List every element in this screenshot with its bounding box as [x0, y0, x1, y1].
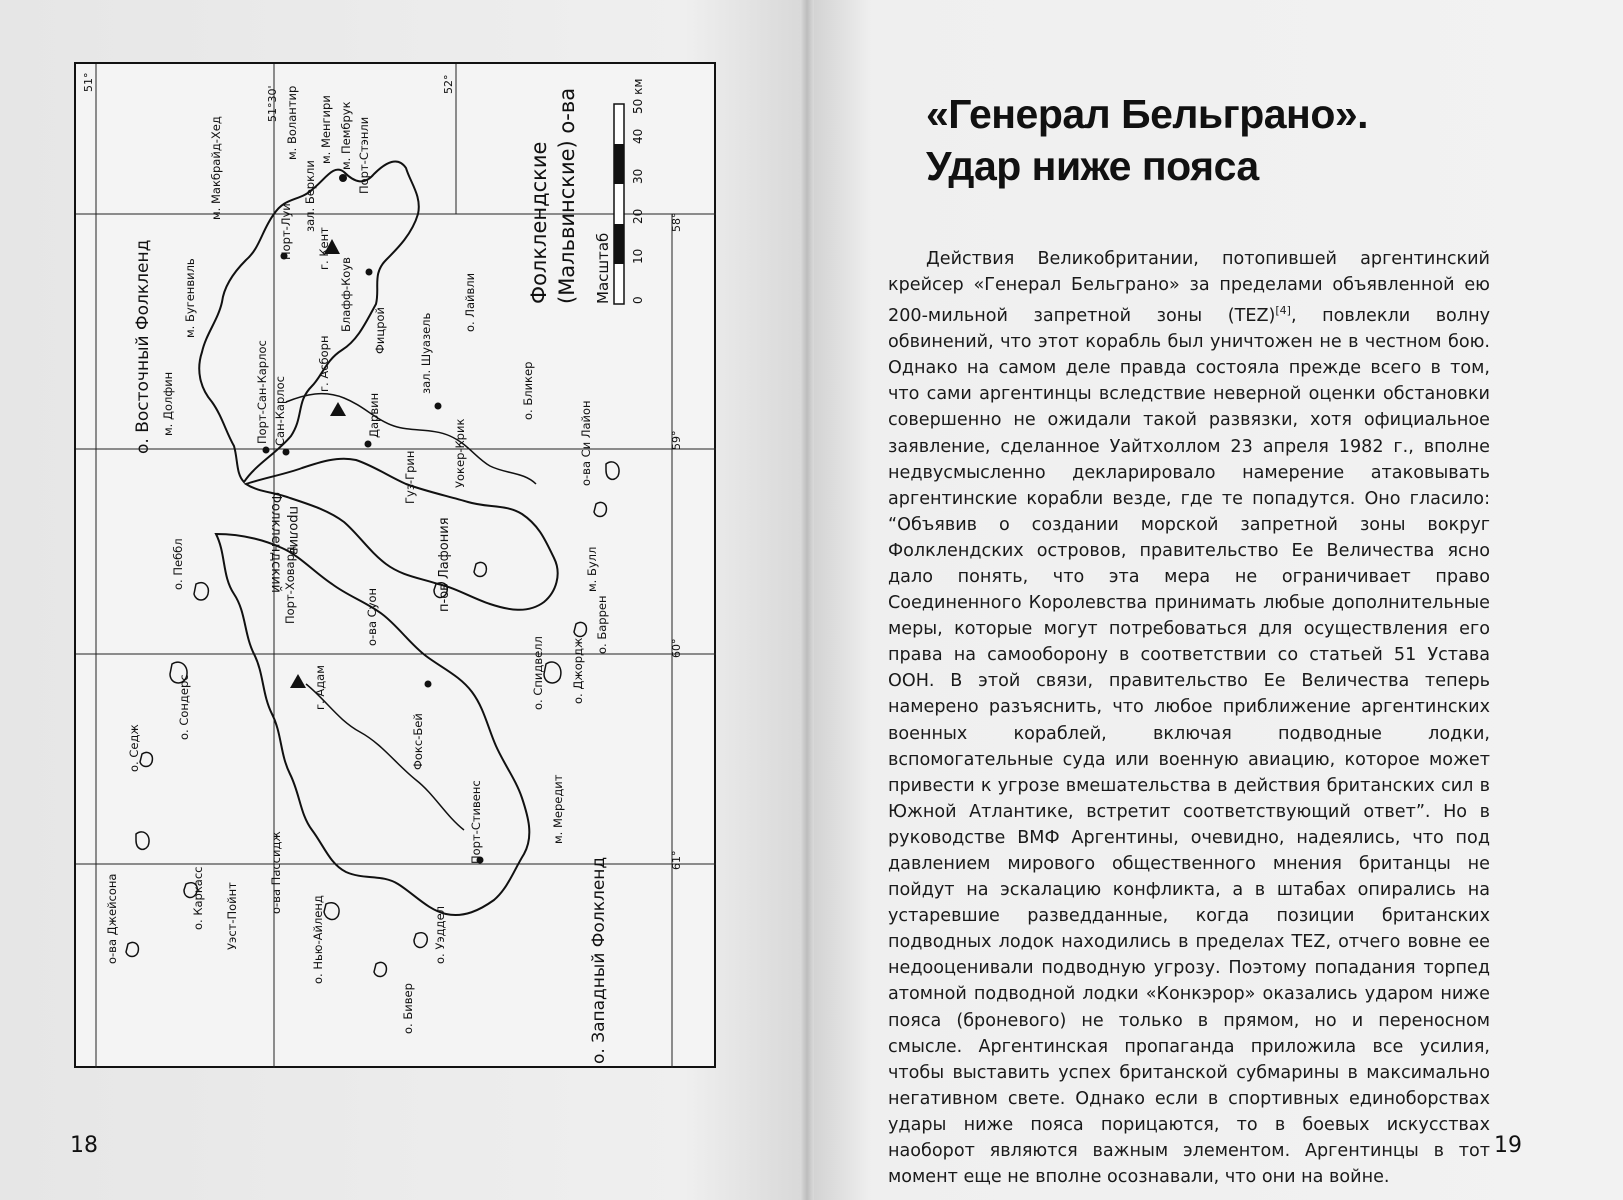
- west-falkland-inner: [306, 684, 464, 830]
- label-place: м. Менгири: [319, 95, 333, 164]
- label-place: о-ва Джейсона: [105, 873, 119, 964]
- page-number-left: 18: [70, 1133, 98, 1158]
- label-place: о-ва Суон: [365, 587, 379, 646]
- label-place: о-ва Си Лайон: [579, 400, 593, 486]
- label-place: Уэст-Пойнт: [225, 882, 239, 950]
- coord-58: 58°: [670, 212, 683, 232]
- label-place: о. Бивер: [401, 983, 415, 1034]
- label-place: м. Волантир: [285, 85, 299, 160]
- label-place: о. Пеббл: [171, 538, 185, 590]
- label-place: о. Лайвли: [463, 272, 477, 332]
- label-place: Блафф-Коув: [339, 257, 353, 332]
- label-place: Порт-Луи: [279, 203, 293, 260]
- label-place: о. Баррен: [595, 595, 609, 654]
- map-scale-bar: [614, 104, 624, 304]
- label-place: Порт-Сан-Карлос: [255, 340, 269, 444]
- scale-tick-50: 50 км: [631, 78, 645, 114]
- label-place: м. Булл: [585, 546, 599, 592]
- label-place: м. Мередит: [551, 774, 565, 844]
- coord-51-30: 51°30': [266, 85, 279, 122]
- label-strait-1: Фолклендский: [268, 492, 283, 593]
- map-title-line2: (Мальвинские) о-ва: [555, 87, 579, 304]
- label-lafonia: п-ов Лафония: [437, 517, 452, 612]
- label-place: Дарвин: [367, 392, 381, 438]
- scale-label: Масштаб: [594, 232, 612, 304]
- body-paragraph: [888, 246, 1490, 1190]
- label-place: м. Макбрайд-Хед: [209, 116, 223, 220]
- label-west-falkland: о. Западный Фолкленд: [589, 856, 609, 1064]
- chapter-title: «Генерал Бельграно». Удар ниже пояса: [926, 91, 1369, 189]
- label-place: о. Спидвелл: [531, 636, 545, 710]
- scale-tick-0: 0: [631, 296, 645, 304]
- map-title: [527, 88, 612, 304]
- map-title-line1: Фолклендские: [527, 141, 551, 304]
- map-graphic: [76, 64, 716, 1068]
- label-place: Порт-Ховард: [283, 546, 297, 624]
- chapter-body: [888, 246, 1490, 1190]
- coord-60: 60°: [670, 638, 683, 658]
- label-place: о. Сондерс: [177, 674, 191, 740]
- coord-61: 61°: [670, 850, 683, 870]
- scale-tick-40: 40: [631, 128, 645, 144]
- scale-tick-30: 30: [631, 168, 645, 184]
- coord-51: 51°: [82, 72, 95, 92]
- label-place: о. Джордж: [571, 637, 585, 704]
- label-place: о. Каркасс: [191, 866, 205, 930]
- scale-ticks: [631, 79, 645, 304]
- scale-tick-10: 10: [631, 248, 645, 264]
- coord-59: 59°: [670, 430, 683, 450]
- label-place: г. Кент: [317, 227, 331, 270]
- label-place: Сан-Карлос: [273, 376, 287, 446]
- body-text-part1: Действия Великобритании, потопившей аргентинский крейсер «Генерал Бельграно» за пределами объявленной ею 200-мильной запретной зоны (TEZ): [888, 249, 1490, 327]
- body-text-part2: , повлекли волну обвинений, что этот корабль был уничтожен не в честном бою. Однако на самом деле правда состояла прежде всего в том, что сами аргентинцы вследствие неверной оценки обстановки совершенно не ожидали такой развязки, хотя официальное заявление, сделанное Уайтхоллом 23 апреля 1982 г., вполне недвусмысленно декларировало намерение атаковывать аргентинские корабли везде, где те попадутся. Оно гласило: “Объявив о создании морской запретной зоны вокруг Фолклендских островов, правительство Ее Величества ясно дало понять, что эта мера не ограничивает право Соединенного Королевства принимать любые дополнительные меры, которые могут потребоваться для осуществления его права на самооборону в соответствии со статьей 51 Устава ООН. В этой связи, правительство Ее Величества теперь намерено разъяснить, что любое приближение аргентинских военных кораблей, включая подводные лодки, вспомогательные суда или военную авиацию, которое может привести к угрозе вмешательства в действия британских сил в Южной Атлантике, встретит соответствующий ответ”. Но в руководстве ВМФ Аргентины, очевидно, надеялись, что под давлением мирового общественного мнения британцы не пойдут на эскалацию конфликта, а в штабах опирались на устаревшие разведданные, когда позиции британских подводных лодок находились в пределах TEZ, отчего вовне ее недооценивали подводную угрозу. Поэтому попадания торпед атомной подводной лодки «Конкэрор» оказались ударом ниже пояса (броневого) не только в прямом, но и переносном смысле. Аргентинская пропаганда приложила все усилия, чтобы выставить успех британской субмарины в максимально негативном свете. Однако если в спортивных единоборствах удары ниже пояса порицаются, то в боевых искусствах наоборот являются важным элементом. Аргентинцы в тот момент еще не вполне осознавали, что они на войне.: [888, 306, 1490, 1188]
- label-place: о. Бликер: [521, 361, 535, 420]
- page-number-right: 19: [1494, 1133, 1522, 1158]
- label-place: о. Нью-Айленд: [311, 895, 325, 984]
- label-place: Порт-Стивенс: [469, 780, 483, 864]
- label-place: Фокс-Бей: [411, 713, 425, 770]
- label-place: о-ва Пассидж: [269, 831, 283, 914]
- label-place: зал. Шуазель: [419, 312, 433, 394]
- label-place: м. Пембрук: [339, 101, 353, 170]
- label-east-falkland: о. Восточный Фолкленд: [133, 239, 153, 454]
- book-gutter: [800, 0, 814, 1200]
- label-place: Гуз-Грин: [403, 450, 417, 504]
- label-place: г. Адам: [313, 665, 327, 710]
- footnote-ref[interactable]: [4]: [1275, 304, 1291, 318]
- coord-52: 52°: [442, 74, 455, 94]
- label-place: м. Долфин: [161, 371, 175, 436]
- label-place: о. Седж: [127, 724, 141, 772]
- label-strait-2: пролив: [286, 506, 301, 556]
- label-place: м. Бугенвиль: [183, 258, 197, 338]
- label-place: зал. Беркли: [303, 160, 317, 232]
- label-place: г. Асборн: [317, 335, 331, 392]
- label-place: Фицрой: [373, 306, 387, 354]
- label-place: Уокер-Крик: [453, 418, 467, 488]
- falklands-map: [74, 62, 716, 1068]
- label-place: о. Уэддел: [433, 906, 447, 964]
- label-place: Порт-Стэнли: [357, 116, 371, 194]
- scale-tick-20: 20: [631, 208, 645, 224]
